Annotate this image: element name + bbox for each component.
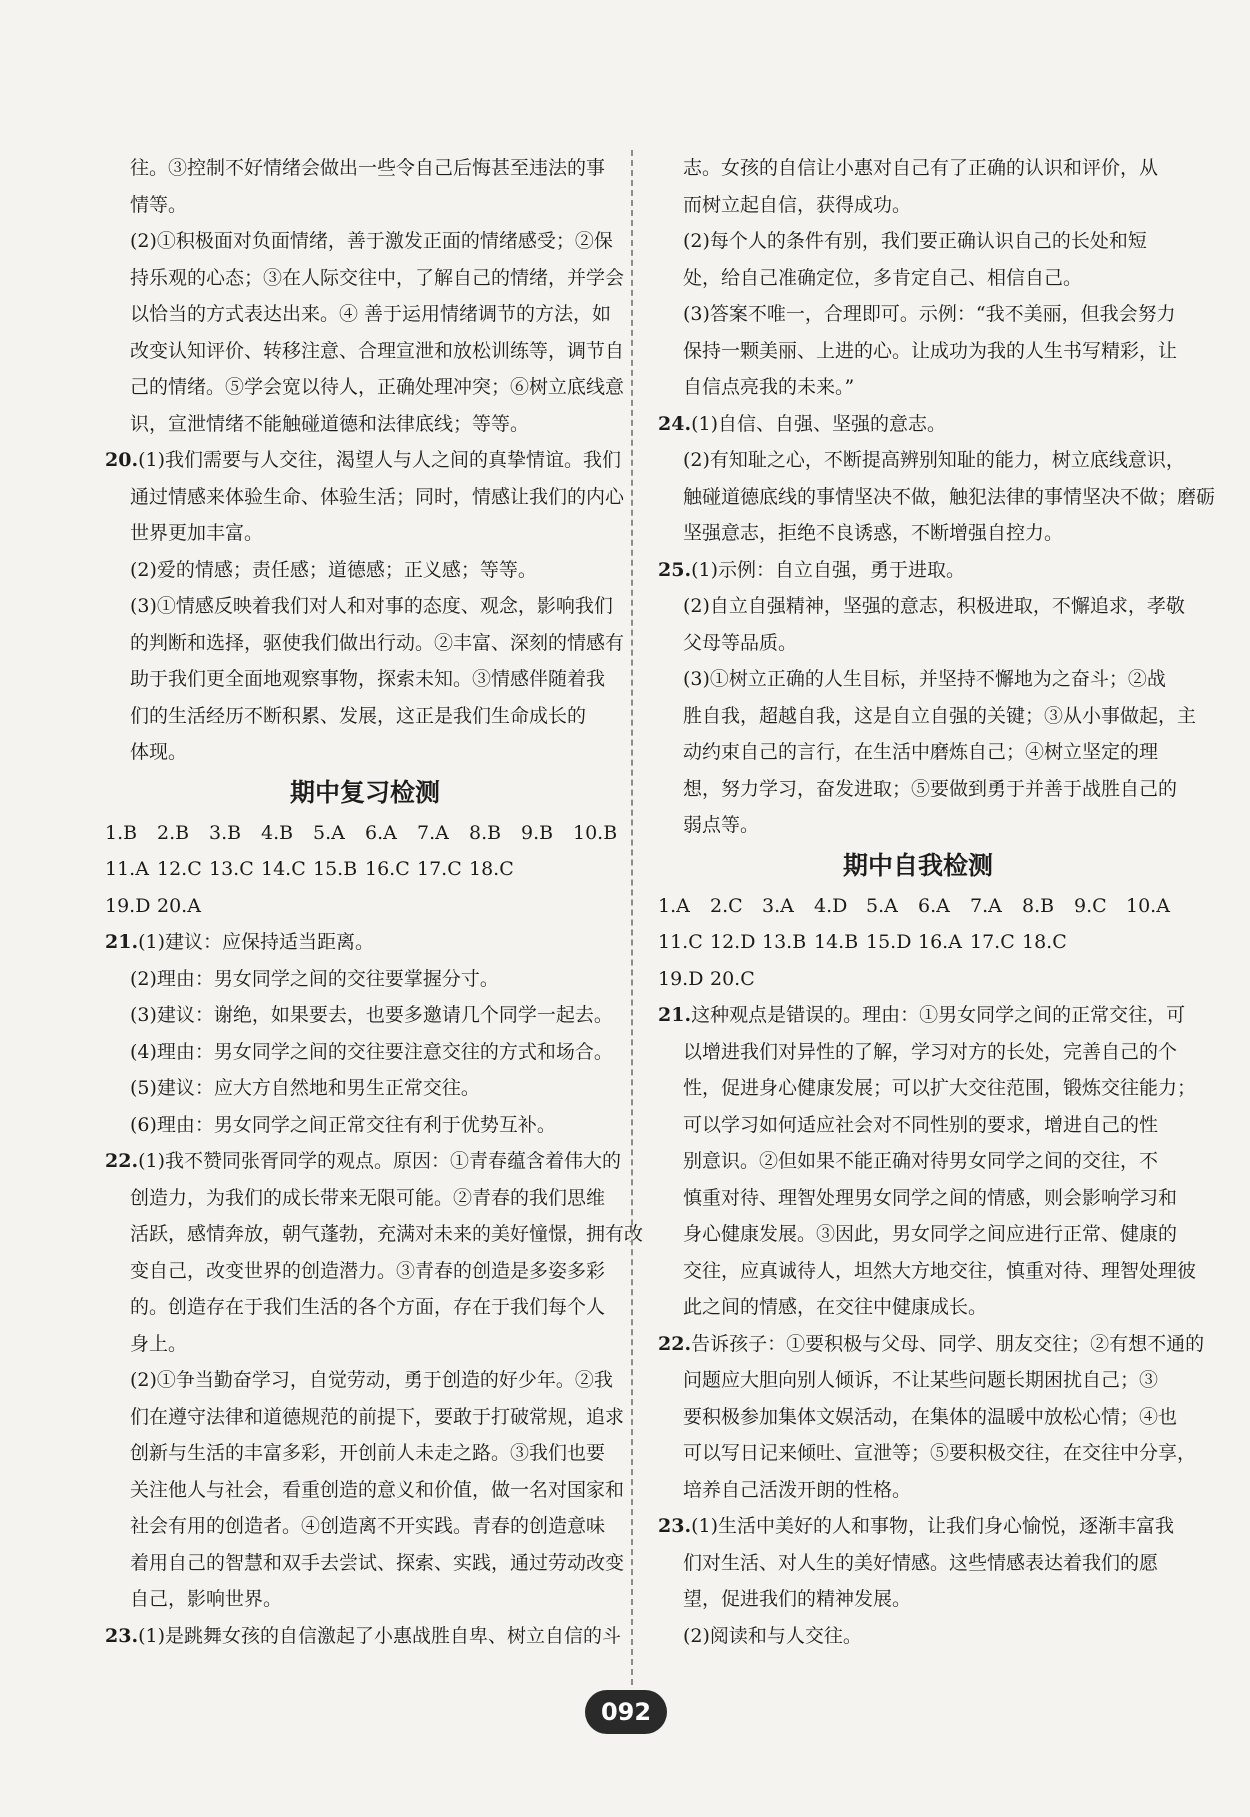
line-text: (6)理由：男女同学之间正常交往有利于优势互补。 [130, 1113, 556, 1136]
section-heading: 期中复习检测 [289, 777, 440, 807]
answer-item: 14.C [261, 858, 306, 880]
line-text: 通过情感来体验生命、体验生活；同时，情感让我们的内心 [130, 485, 625, 508]
text-line [658, 1435, 1197, 1472]
line-text: 慎重对待、理智处理男女同学之间的情感，则会影响学习和 [683, 1186, 1178, 1209]
text-line [105, 1253, 625, 1290]
text-line [105, 1581, 625, 1618]
answer-item: 20.C [710, 967, 755, 990]
answer-item: 8.B [1022, 894, 1055, 917]
line-text: 自信点亮我的未来。” [683, 376, 855, 398]
text-line [105, 1435, 625, 1472]
text-line [105, 260, 625, 297]
answer-item: 19.D [658, 967, 704, 990]
line-text: 的。创造存在于我们生活的各个方面，存在于我们每个人 [130, 1296, 606, 1318]
text-line [658, 1289, 1178, 1326]
text-line [105, 1034, 625, 1071]
text-line [658, 661, 1178, 698]
answer-item: 9.C [1074, 894, 1107, 917]
line-text: 持乐观的心态；③在人际交往中，了解自己的情绪，并学会 [130, 266, 625, 289]
line-text: 保持一颗美丽、上进的心。让成功为我的人生书写精彩，让 [683, 339, 1178, 362]
text-line [658, 1216, 1178, 1253]
page-number: 092 [585, 1690, 667, 1734]
line-text: 情等。 [130, 193, 188, 216]
line-text: 处，给自己准确定位，多肯定自己、相信自己。 [683, 266, 1083, 289]
text-line [105, 1545, 625, 1582]
line-text: 体现。 [130, 741, 188, 763]
text-line [105, 1508, 625, 1545]
text-line [105, 1070, 625, 1107]
answer-item: 4.B [261, 821, 294, 844]
text-line [105, 369, 625, 406]
line-text: 培养自己活泼开朗的性格。 [683, 1478, 912, 1501]
answer-key-row [105, 815, 625, 852]
line-text: 创造力，为我们的成长带来无限可能。②青春的我们思维 [130, 1186, 606, 1209]
question-line [658, 406, 1178, 443]
line-text: 父母等品质。 [683, 631, 798, 654]
answer-item: 15.B [313, 858, 358, 880]
answer-item: 7.A [970, 894, 1002, 917]
line-text: 要积极参加集体文娱活动，在集体的温暖中放松心情；④也 [683, 1405, 1178, 1428]
question-number: 25. [658, 558, 692, 581]
line-text: 这种观点是错误的。理由：①男女同学之间的正常交往，可 [691, 1004, 1186, 1026]
line-text: 己的情绪。⑤学会宽以待人，正确处理冲突；⑥树立底线意 [130, 376, 625, 398]
line-text: 以恰当的方式表达出来。④ 善于运用情绪调节的方法，如 [130, 303, 612, 325]
text-line [105, 1399, 625, 1436]
text-line [658, 1618, 1178, 1655]
answer-item: 10.B [573, 821, 618, 844]
line-text: 身上。 [130, 1332, 188, 1355]
text-line [658, 1472, 1178, 1509]
text-line [105, 734, 625, 771]
line-text: 自己，影响世界。 [130, 1588, 283, 1610]
line-text: 胜自我，超越自我，这是自立自强的关键；③从小事做起，主 [683, 704, 1197, 727]
question-line [658, 1508, 1178, 1545]
question-number: 24. [658, 412, 692, 435]
answer-item: 9.B [521, 821, 554, 844]
text-line [658, 1362, 1178, 1399]
text-line [658, 734, 1178, 771]
question-number: 20. [105, 449, 139, 471]
text-line [105, 588, 625, 625]
text-line [105, 1180, 625, 1217]
answer-item: 3.A [762, 894, 794, 917]
answer-item: 16.C [365, 858, 410, 880]
line-text: (3)建议：谢绝，如果要去，也要多邀请几个同学一起去。 [130, 1004, 613, 1026]
line-text: 而树立起自信，获得成功。 [683, 193, 912, 216]
text-line [658, 1107, 1178, 1144]
text-line [658, 1070, 1197, 1107]
text-line [658, 1545, 1178, 1582]
text-line [105, 552, 625, 589]
line-text: 想，努力学习，奋发进取；⑤要做到勇于并善于战胜自己的 [683, 777, 1178, 800]
text-line [105, 515, 625, 552]
line-text: 坚强意志，拒绝不良诱惑，不断增强自控力。 [683, 522, 1064, 544]
answer-key-row [658, 961, 1178, 998]
line-text: 活跃，感情奔放，朝气蓬勃，充满对未来的美好憧憬，拥有改 [130, 1223, 644, 1245]
answer-item: 1.B [105, 821, 138, 844]
line-text: 着用自己的智慧和双手去尝试、探索、实践，通过劳动改变 [130, 1551, 625, 1574]
text-line [658, 698, 1197, 735]
answer-item: 11.C [658, 931, 703, 953]
answer-item: 20.A [157, 894, 201, 917]
answer-key-row [658, 888, 1178, 925]
text-line [658, 479, 1216, 516]
answer-item: 5.A [313, 821, 345, 844]
question-number: 22. [658, 1332, 692, 1355]
answer-item: 12.D [710, 931, 756, 953]
line-text: 们在遵守法律和道德规范的前提下，要敢于打破常规，追求 [130, 1405, 625, 1428]
text-line [105, 1472, 625, 1509]
answer-item: 18.C [1022, 931, 1067, 953]
line-text: (1)生活中美好的人和事物，让我们身心愉悦，逐渐丰富我 [691, 1515, 1174, 1537]
line-text: 动约束自己的言行，在生活中磨炼自己；④树立坚定的理 [683, 741, 1159, 763]
line-text: (4)理由：男女同学之间的交往要注意交往的方式和场合。 [130, 1040, 613, 1063]
line-text: (2)阅读和与人交往。 [683, 1624, 862, 1647]
line-text: 告诉孩子：①要积极与父母、同学、朋友交往；②有想不通的 [691, 1332, 1205, 1355]
text-line [105, 1289, 625, 1326]
line-text: (2)①争当勤奋学习，自觉劳动，勇于创造的好少年。②我 [130, 1369, 613, 1391]
line-text: (1)我不赞同张胥同学的观点。原因：①青春蕴含着伟大的 [138, 1150, 621, 1172]
text-line [658, 515, 1178, 552]
answer-key-row [105, 851, 625, 888]
line-text: 改变认知评价、转移注意、合理宣泄和放松训练等，调节自 [130, 339, 625, 362]
line-text: 别意识。②但如果不能正确对待男女同学之间的交往，不 [683, 1150, 1159, 1172]
text-line [658, 1143, 1178, 1180]
answer-item: 10.A [1126, 894, 1170, 917]
text-line [658, 1399, 1178, 1436]
answer-item: 7.A [417, 821, 449, 844]
text-line [658, 260, 1178, 297]
line-text: (1)我们需要与人交往，渴望人与人之间的真挚情谊。我们 [138, 449, 621, 471]
text-line [105, 625, 625, 662]
line-text: 此之间的情感，在交往中健康成长。 [683, 1296, 988, 1318]
line-text: 助于我们更全面地观察事物，探索未知。③情感伴随着我 [130, 668, 606, 690]
line-text: 们的生活经历不断积累、发展，这正是我们生命成长的 [130, 704, 587, 727]
answer-item: 11.A [105, 858, 149, 880]
answer-item: 13.C [209, 858, 254, 880]
line-text: 创新与生活的丰富多彩，开创前人未走之路。③我们也要 [130, 1442, 606, 1464]
answer-item: 8.B [469, 821, 502, 844]
text-line [658, 442, 1185, 479]
line-text: (1)自信、自强、坚强的意志。 [691, 412, 946, 435]
line-text: 性，促进身心健康发展；可以扩大交往范围，锻炼交往能力； [683, 1077, 1197, 1099]
answer-key-row [105, 888, 625, 925]
line-text: 可以学习如何适应社会对不同性别的要求，增进自己的性 [683, 1113, 1159, 1136]
text-line [658, 223, 1178, 260]
line-text: 社会有用的创造者。④创造离不开实践。青春的创造意味 [130, 1515, 606, 1537]
text-line [105, 150, 625, 187]
section-heading: 期中自我检测 [842, 850, 993, 880]
line-text: 以增进我们对异性的了解，学习对方的长处，完善自己的个 [683, 1040, 1178, 1063]
answer-item: 17.C [970, 931, 1015, 953]
line-text: 望，促进我们的精神发展。 [683, 1588, 912, 1610]
text-line [105, 961, 625, 998]
line-text: 世界更加丰富。 [130, 522, 264, 544]
right-column [658, 150, 1216, 1654]
answer-item: 16.A [918, 931, 962, 953]
question-line [658, 1326, 1205, 1363]
answer-item: 2.B [157, 821, 190, 844]
line-text: (2)爱的情感；责任感；道德感；正义感；等等。 [130, 558, 537, 581]
text-line [658, 296, 1178, 333]
line-text: (3)①情感反映着我们对人和对事的态度、观念，影响我们 [130, 595, 613, 617]
column-divider [631, 150, 633, 1685]
text-line [658, 150, 1178, 187]
line-text: 身心健康发展。③因此，男女同学之间应进行正常、健康的 [683, 1223, 1178, 1245]
question-line [658, 552, 1178, 589]
line-text: 问题应大胆向别人倾诉，不让某些问题长期困扰自己；③ [683, 1369, 1159, 1391]
answer-item: 3.B [209, 821, 242, 844]
text-line [658, 807, 1178, 844]
text-line [105, 479, 625, 516]
line-text: 往。③控制不好情绪会做出一些令自己后悔甚至违法的事 [130, 157, 606, 179]
line-text: 识，宣泄情绪不能触碰道德和法律底线；等等。 [130, 412, 530, 435]
text-line [658, 1581, 1178, 1618]
line-text: (2)①积极面对负面情绪，善于激发正面的情绪感受；②保 [130, 230, 613, 252]
text-line [105, 661, 625, 698]
text-line [658, 771, 1178, 808]
line-text: 关注他人与社会，看重创造的意义和价值，做一名对国家和 [130, 1478, 625, 1501]
answer-item: 13.B [762, 931, 807, 953]
left-column [105, 150, 644, 1654]
answer-item: 12.C [157, 858, 202, 880]
question-number: 21. [105, 931, 139, 953]
line-text: (2)自立自强精神，坚强的意志，积极进取，不懈追求，孝敬 [683, 595, 1185, 617]
line-text: 志。女孩的自信让小惠对自己有了正确的认识和评价，从 [683, 157, 1159, 179]
line-text: 们对生活、对人生的美好情感。这些情感表达着我们的愿 [683, 1551, 1159, 1574]
line-text: (5)建议：应大方自然地和男生正常交往。 [130, 1077, 480, 1099]
line-text: 触碰道德底线的事情坚决不做，触犯法律的事情坚决不做；磨砺 [683, 485, 1216, 508]
line-text: (3)①树立正确的人生目标，并坚持不懈地为之奋斗；②战 [683, 668, 1166, 690]
answer-item: 6.A [365, 821, 397, 844]
answer-item: 18.C [469, 858, 514, 880]
question-line [105, 442, 625, 479]
text-line [658, 588, 1185, 625]
answer-item: 2.C [710, 894, 743, 917]
text-line [105, 1326, 625, 1363]
text-line [658, 369, 1178, 406]
text-line [105, 187, 625, 224]
text-line [658, 187, 1178, 224]
answer-item: 15.D [866, 931, 912, 953]
question-line [105, 1618, 625, 1655]
line-text: (2)有知耻之心，不断提高辨别知耻的能力，树立底线意识， [683, 449, 1185, 471]
text-line [105, 296, 625, 333]
text-line [105, 1362, 625, 1399]
text-line [658, 1253, 1197, 1290]
question-line [105, 924, 625, 961]
question-number: 23. [658, 1515, 692, 1537]
line-text: (1)是跳舞女孩的自信激起了小惠战胜自卑、树立自信的斗 [138, 1624, 621, 1647]
text-line [658, 1180, 1178, 1217]
question-line [658, 997, 1186, 1034]
answer-item: 19.D [105, 894, 151, 917]
text-line [105, 333, 625, 370]
text-line [658, 1034, 1178, 1071]
answer-key-row [658, 924, 1178, 961]
line-text: 可以写日记来倾吐、宣泄等；⑤要积极交往，在交往中分享， [683, 1442, 1197, 1464]
text-line [105, 698, 625, 735]
line-text: 变自己，改变世界的创造潜力。③青春的创造是多姿多彩 [130, 1259, 606, 1282]
text-line [105, 997, 625, 1034]
line-text: (3)答案不唯一，合理即可。示例：“我不美丽，但我会努力 [683, 303, 1176, 325]
line-text: 交往，应真诚待人，坦然大方地交往，慎重对待、理智处理彼 [683, 1259, 1197, 1282]
line-text: 的判断和选择，驱使我们做出行动。②丰富、深刻的情感有 [130, 631, 625, 654]
answer-item: 4.D [814, 894, 848, 917]
line-text: (2)理由：男女同学之间的交往要掌握分寸。 [130, 967, 499, 990]
question-number: 22. [105, 1150, 139, 1172]
answer-item: 14.B [814, 931, 859, 953]
line-text: 弱点等。 [683, 814, 760, 836]
line-text: (1)建议：应保持适当距离。 [138, 931, 374, 953]
answer-item: 6.A [918, 894, 950, 917]
text-line [105, 1216, 644, 1253]
text-line [658, 333, 1178, 370]
answer-item: 17.C [417, 858, 462, 880]
text-line [105, 1107, 625, 1144]
question-number: 21. [658, 1004, 692, 1026]
text-line [105, 406, 625, 443]
answer-item: 1.A [658, 894, 690, 917]
question-line [105, 1143, 625, 1180]
line-text: (1)示例：自立自强，勇于进取。 [691, 558, 965, 581]
text-line [658, 625, 1178, 662]
answer-item: 5.A [866, 894, 898, 917]
line-text: (2)每个人的条件有别，我们要正确认识自己的长处和短 [683, 230, 1147, 252]
question-number: 23. [105, 1624, 139, 1647]
text-line [105, 223, 625, 260]
